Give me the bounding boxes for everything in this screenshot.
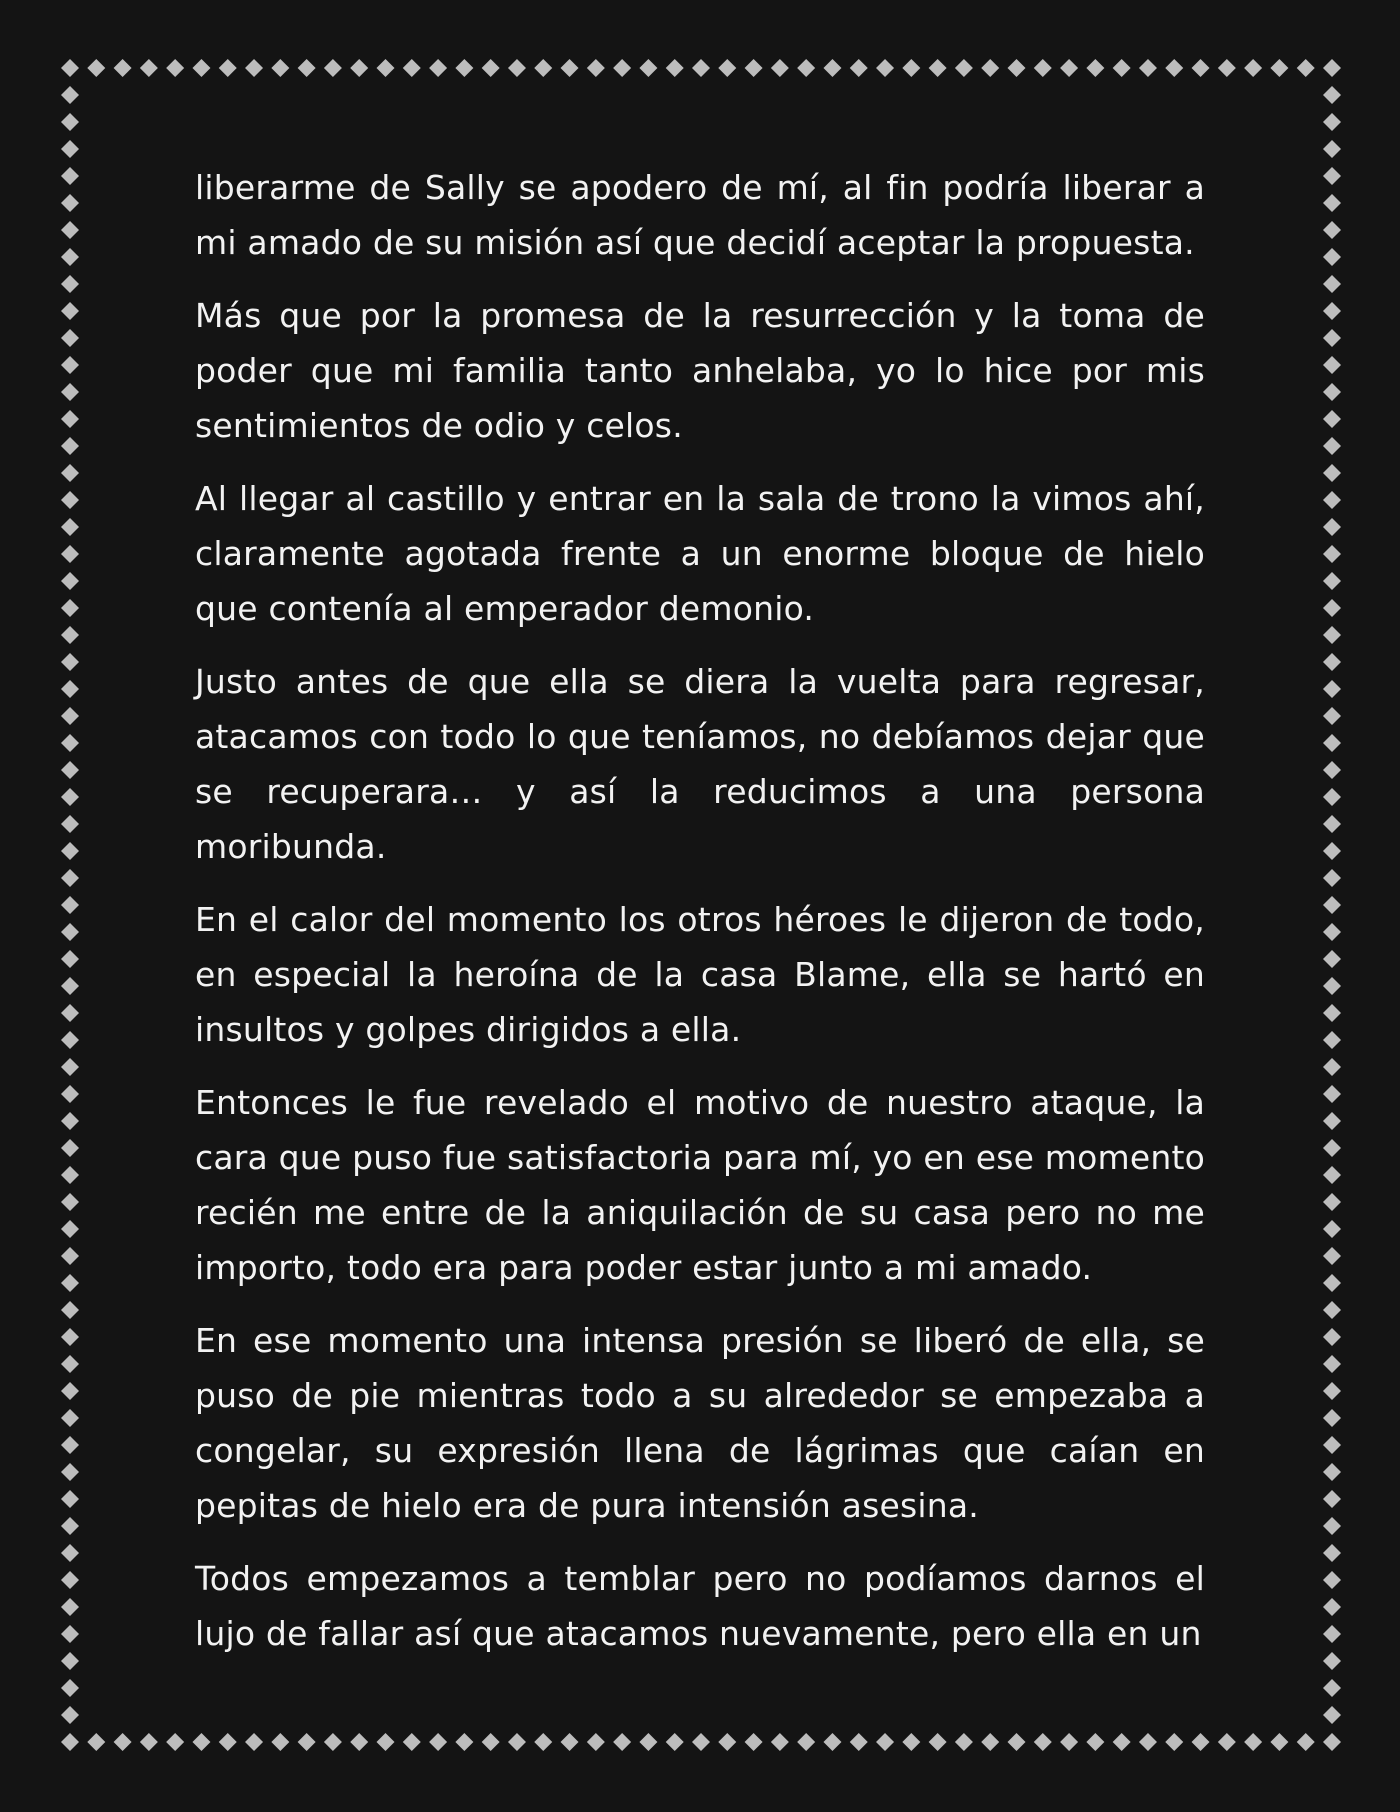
border-diamond: [1244, 1733, 1262, 1751]
border-diamond: [298, 59, 316, 77]
border-diamond: [61, 842, 79, 860]
border-diamond: [61, 410, 79, 428]
border-diamond: [1323, 383, 1341, 401]
border-diamond: [1323, 167, 1341, 185]
border-diamond: [1323, 1193, 1341, 1211]
border-diamond: [61, 194, 79, 212]
border-diamond: [1323, 1166, 1341, 1184]
border-diamond: [1323, 1301, 1341, 1319]
border-diamond: [613, 1733, 631, 1751]
border-diamond: [587, 59, 605, 77]
border-diamond: [534, 1733, 552, 1751]
border-diamond: [1323, 815, 1341, 833]
border-diamond: [850, 1733, 868, 1751]
border-diamond: [1323, 599, 1341, 617]
border-diamond: [1218, 1733, 1236, 1751]
border-diamond: [561, 59, 579, 77]
border-diamond: [1244, 59, 1262, 77]
border-diamond: [61, 140, 79, 158]
page-text-body: [195, 160, 1205, 1679]
border-diamond: [61, 896, 79, 914]
border-diamond: [61, 1463, 79, 1481]
border-diamond: [61, 1274, 79, 1292]
border-diamond: [482, 59, 500, 77]
border-diamond: [1323, 275, 1341, 293]
border-diamond: [1113, 59, 1131, 77]
border-diamond: [745, 1733, 763, 1751]
border-diamond: [1323, 410, 1341, 428]
border-diamond: [1323, 1004, 1341, 1022]
border-diamond: [1323, 626, 1341, 644]
border-diamond: [1008, 1733, 1026, 1751]
border-diamond: [1323, 1490, 1341, 1508]
border-diamond: [1323, 1733, 1341, 1751]
border-diamond: [429, 59, 447, 77]
paragraph-1: liberarme de Sally se apodero de mí, al fin podría liberar a mi amado de su misión así que decidí aceptar la propuesta.: [195, 168, 1205, 262]
border-diamond: [771, 1733, 789, 1751]
border-diamond: [508, 1733, 526, 1751]
border-diamond: [61, 761, 79, 779]
border-diamond: [482, 1733, 500, 1751]
border-diamond: [324, 59, 342, 77]
border-diamond: [61, 437, 79, 455]
border-diamond: [1323, 896, 1341, 914]
border-diamond: [1034, 1733, 1052, 1751]
border-diamond: [771, 59, 789, 77]
border-diamond: [61, 626, 79, 644]
border-diamond: [508, 59, 526, 77]
border-diamond: [192, 1733, 210, 1751]
border-diamond: [1192, 59, 1210, 77]
border-diamond: [61, 869, 79, 887]
border-diamond: [61, 1571, 79, 1589]
border-diamond: [1323, 221, 1341, 239]
border-diamond: [61, 1058, 79, 1076]
border-diamond: [61, 356, 79, 374]
border-diamond: [61, 1706, 79, 1724]
border-diamond: [61, 59, 79, 77]
border-diamond: [1323, 491, 1341, 509]
border-diamond: [1323, 572, 1341, 590]
border-diamond: [61, 1733, 79, 1751]
border-diamond: [876, 59, 894, 77]
border-diamond: [61, 950, 79, 968]
border-diamond: [1323, 1382, 1341, 1400]
border-diamond: [718, 1733, 736, 1751]
border-diamond: [1270, 59, 1288, 77]
border-diamond: [718, 59, 736, 77]
border-diamond: [797, 59, 815, 77]
border-diamond: [929, 1733, 947, 1751]
border-diamond: [166, 59, 184, 77]
border-diamond: [61, 1220, 79, 1238]
border-diamond: [1323, 437, 1341, 455]
border-diamond: [61, 1301, 79, 1319]
border-diamond: [377, 59, 395, 77]
border-diamond: [61, 1166, 79, 1184]
border-diamond: [666, 1733, 684, 1751]
border-diamond: [61, 491, 79, 509]
border-diamond: [1139, 59, 1157, 77]
border-diamond: [61, 329, 79, 347]
border-diamond: [1323, 1058, 1341, 1076]
border-diamond: [61, 1328, 79, 1346]
border-diamond: [61, 1625, 79, 1643]
border-diamond: [87, 1733, 105, 1751]
border-diamond: [1323, 1625, 1341, 1643]
border-diamond: [1323, 1571, 1341, 1589]
border-diamond: [61, 1112, 79, 1130]
border-diamond: [61, 680, 79, 698]
border-diamond: [61, 167, 79, 185]
paragraph-2: Más que por la promesa de la resurrección y la toma de poder que mi familia tanto anhelaba, yo lo hice por mis sentimientos de odio y celos.: [195, 296, 1205, 445]
border-diamond: [61, 248, 79, 266]
border-diamond: [1323, 950, 1341, 968]
border-diamond: [1323, 1355, 1341, 1373]
border-diamond: [1192, 1733, 1210, 1751]
border-diamond: [534, 59, 552, 77]
border-diamond: [639, 59, 657, 77]
border-diamond: [61, 815, 79, 833]
border-diamond: [61, 1382, 79, 1400]
border-diamond: [61, 1544, 79, 1562]
border-diamond: [1323, 1463, 1341, 1481]
border-diamond: [981, 1733, 999, 1751]
paragraph-6: Entonces le fue revelado el motivo de nuestro ataque, la cara que puso fue satisfactoria para mí, yo en ese momento recién me entre de la aniquilación de su casa pero no me importo, todo era para poder estar junto a mi amado.: [195, 1083, 1206, 1287]
border-diamond: [1323, 1085, 1341, 1103]
border-diamond: [61, 923, 79, 941]
border-diamond: [61, 1436, 79, 1454]
border-diamond: [1113, 1733, 1131, 1751]
border-diamond: [850, 59, 868, 77]
border-diamond: [87, 59, 105, 77]
border-diamond: [1060, 59, 1078, 77]
border-diamond: [298, 1733, 316, 1751]
border-diamond: [1323, 1328, 1341, 1346]
border-diamond: [1323, 59, 1341, 77]
border-diamond: [1323, 680, 1341, 698]
border-diamond: [61, 1679, 79, 1697]
border-diamond: [455, 59, 473, 77]
border-diamond: [403, 1733, 421, 1751]
border-diamond: [1323, 1274, 1341, 1292]
border-diamond: [61, 275, 79, 293]
border-diamond: [1323, 1031, 1341, 1049]
border-diamond: [1323, 1544, 1341, 1562]
paragraph-7: En ese momento una intensa presión se liberó de ella, se puso de pie mientras todo a su alrededor se empezaba a congelar, su expresión llena de lágrimas que caían en pepitas de hielo era de pura intensión asesina.: [195, 1321, 1205, 1525]
border-diamond: [1323, 1436, 1341, 1454]
border-diamond: [797, 1733, 815, 1751]
border-diamond: [1008, 59, 1026, 77]
border-diamond: [140, 59, 158, 77]
border-diamond: [1139, 1733, 1157, 1751]
paragraph-8: Todos empezamos a temblar pero no podíamos darnos el lujo de fallar así que atacamos nuevamente, pero ella en un: [195, 1559, 1205, 1653]
border-diamond: [1323, 194, 1341, 212]
border-diamond: [61, 1004, 79, 1022]
border-diamond: [350, 1733, 368, 1751]
border-diamond: [745, 59, 763, 77]
border-diamond: [1323, 653, 1341, 671]
border-diamond: [61, 1139, 79, 1157]
border-diamond: [1297, 59, 1315, 77]
border-diamond: [61, 464, 79, 482]
border-diamond: [61, 1490, 79, 1508]
border-diamond: [61, 1193, 79, 1211]
border-diamond: [377, 1733, 395, 1751]
border-diamond: [876, 1733, 894, 1751]
border-diamond: [1323, 356, 1341, 374]
border-diamond: [1323, 761, 1341, 779]
border-diamond: [140, 1733, 158, 1751]
border-diamond: [1323, 1112, 1341, 1130]
paragraph-4: Justo antes de que ella se diera la vuelta para regresar, atacamos con todo lo que teníamos, no debíamos dejar que se recuperara… y así la reducimos a una persona moribunda.: [195, 662, 1205, 866]
border-diamond: [1086, 1733, 1104, 1751]
border-diamond: [61, 1031, 79, 1049]
border-diamond: [1323, 1247, 1341, 1265]
border-diamond: [1323, 977, 1341, 995]
border-diamond: [61, 545, 79, 563]
border-diamond: [823, 59, 841, 77]
border-diamond: [1270, 1733, 1288, 1751]
border-diamond: [61, 1598, 79, 1616]
border-diamond: [61, 518, 79, 536]
border-diamond: [1323, 1679, 1341, 1697]
border-diamond: [350, 59, 368, 77]
border-diamond: [902, 59, 920, 77]
border-diamond: [271, 1733, 289, 1751]
border-diamond: [692, 1733, 710, 1751]
border-diamond: [1034, 59, 1052, 77]
border-diamond: [245, 59, 263, 77]
border-diamond: [61, 1652, 79, 1670]
border-diamond: [981, 59, 999, 77]
border-diamond: [271, 59, 289, 77]
border-diamond: [1323, 1652, 1341, 1670]
border-diamond: [245, 1733, 263, 1751]
border-diamond: [61, 734, 79, 752]
border-diamond: [1323, 788, 1341, 806]
border-diamond: [61, 86, 79, 104]
border-diamond: [1297, 1733, 1315, 1751]
border-diamond: [61, 1085, 79, 1103]
border-diamond: [692, 59, 710, 77]
border-diamond: [1323, 113, 1341, 131]
border-diamond: [61, 113, 79, 131]
border-diamond: [823, 1733, 841, 1751]
border-diamond: [1323, 86, 1341, 104]
border-diamond: [61, 221, 79, 239]
border-diamond: [1323, 842, 1341, 860]
border-diamond: [1323, 248, 1341, 266]
border-diamond: [61, 977, 79, 995]
border-diamond: [1323, 923, 1341, 941]
border-diamond: [955, 59, 973, 77]
border-diamond: [1060, 1733, 1078, 1751]
border-diamond: [429, 1733, 447, 1751]
border-diamond: [1218, 59, 1236, 77]
border-diamond: [403, 59, 421, 77]
border-diamond: [61, 599, 79, 617]
border-diamond: [166, 1733, 184, 1751]
border-diamond: [219, 1733, 237, 1751]
border-diamond: [1086, 59, 1104, 77]
border-diamond: [1323, 329, 1341, 347]
border-diamond: [61, 1517, 79, 1535]
border-diamond: [1165, 1733, 1183, 1751]
border-diamond: [1323, 1220, 1341, 1238]
border-diamond: [61, 653, 79, 671]
border-diamond: [61, 1409, 79, 1427]
border-diamond: [639, 1733, 657, 1751]
border-diamond: [1323, 1598, 1341, 1616]
border-diamond: [219, 59, 237, 77]
border-diamond: [1323, 518, 1341, 536]
border-diamond: [455, 1733, 473, 1751]
border-diamond: [114, 59, 132, 77]
border-diamond: [1323, 302, 1341, 320]
paragraph-3: Al llegar al castillo y entrar en la sala de trono la vimos ahí, claramente agotada frente a un enorme bloque de hielo que contenía al emperador demonio.: [195, 479, 1205, 628]
border-diamond: [561, 1733, 579, 1751]
border-diamond: [1323, 734, 1341, 752]
border-diamond: [61, 1247, 79, 1265]
border-diamond: [613, 59, 631, 77]
border-diamond: [324, 1733, 342, 1751]
border-diamond: [1323, 545, 1341, 563]
border-diamond: [1323, 707, 1341, 725]
border-diamond: [1323, 1706, 1341, 1724]
border-diamond: [192, 59, 210, 77]
border-diamond: [929, 59, 947, 77]
paragraph-5: En el calor del momento los otros héroes le dijeron de todo, en especial la heroína de la casa Blame, ella se hartó en insultos y golpes dirigidos a ella.: [195, 900, 1205, 1049]
border-diamond: [61, 302, 79, 320]
border-diamond: [1323, 1517, 1341, 1535]
border-diamond: [1323, 1139, 1341, 1157]
border-diamond: [666, 59, 684, 77]
border-diamond: [61, 1355, 79, 1373]
border-diamond: [955, 1733, 973, 1751]
border-diamond: [902, 1733, 920, 1751]
border-diamond: [587, 1733, 605, 1751]
border-diamond: [1323, 140, 1341, 158]
border-diamond: [61, 707, 79, 725]
border-diamond: [114, 1733, 132, 1751]
border-diamond: [61, 572, 79, 590]
border-diamond: [1165, 59, 1183, 77]
border-diamond: [1323, 1409, 1341, 1427]
border-diamond: [61, 788, 79, 806]
border-diamond: [1323, 869, 1341, 887]
border-diamond: [1323, 464, 1341, 482]
border-diamond: [61, 383, 79, 401]
